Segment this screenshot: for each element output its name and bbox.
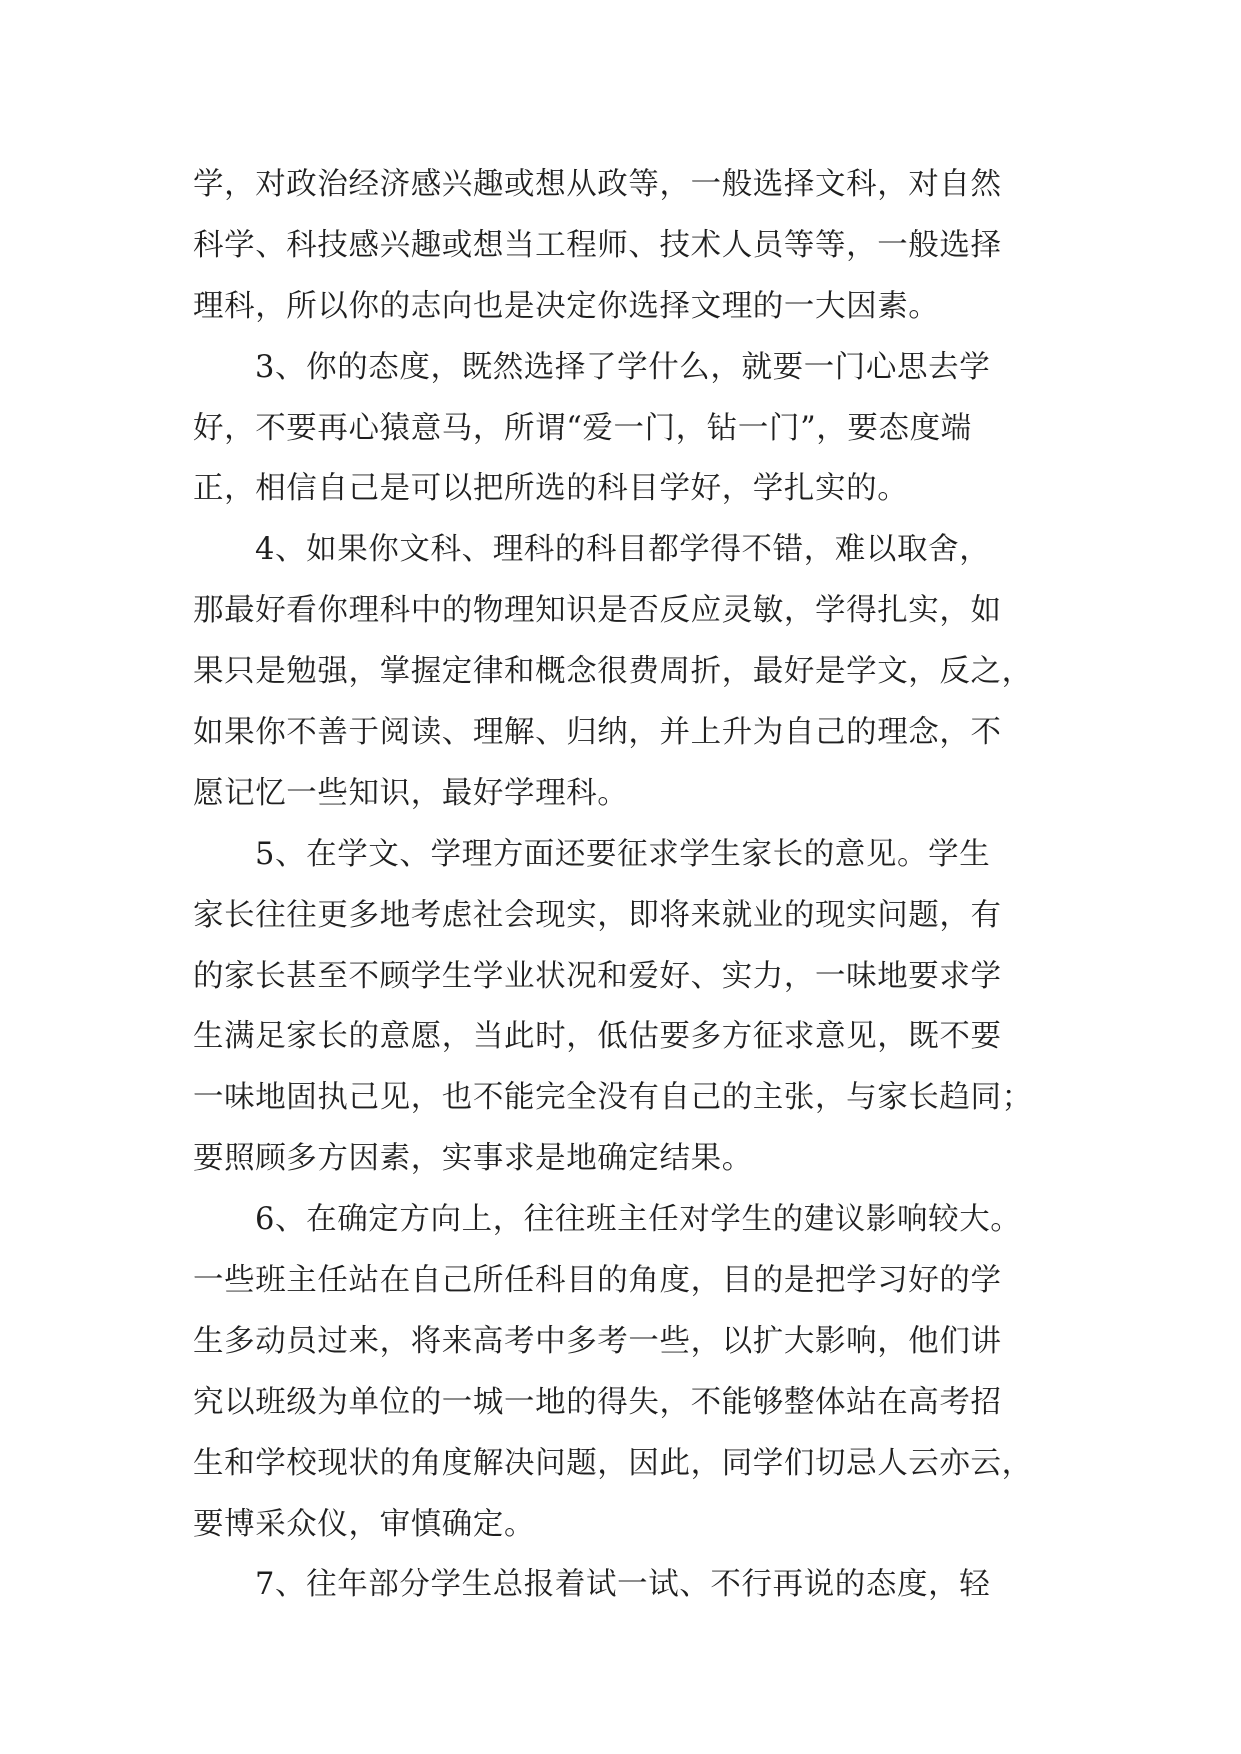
text-line: 要博采众仪，审慎确定。: [193, 1506, 536, 1542]
text-line: 6、在确定方向上，往往班主任对学生的建议影响较大。: [255, 1202, 1022, 1238]
text-line: 愿记忆一些知识，最好学理科。: [193, 775, 629, 811]
body-text: [193, 155, 1053, 1616]
text-line: 生和学校现状的角度解决问题，因此，同学们切忌人云亦云，: [193, 1445, 1033, 1481]
text-line: 生多动员过来，将来高考中多考一些，以扩大影响，他们讲: [193, 1323, 1002, 1359]
text-line: 理科，所以你的志向也是决定你选择文理的一大因素。: [193, 288, 940, 324]
text-line: 一些班主任站在自己所任科目的角度，目的是把学习好的学: [193, 1263, 1002, 1299]
text-line: 7、往年部分学生总报着试一试、不行再说的态度，轻: [255, 1567, 991, 1603]
text-line: 科学、科技感兴趣或想当工程师、技术人员等等，一般选择: [193, 227, 1002, 263]
text-line: 那最好看你理科中的物理知识是否反应灵敏，学得扎实，如: [193, 593, 1002, 629]
text-line: 4、如果你文科、理科的科目都学得不错，难以取舍，: [255, 532, 991, 568]
text-line: 好，不要再心猿意马，所谓“爱一门，钻一门”，要态度端: [193, 410, 972, 446]
text-line: 如果你不善于阅读、理解、归纳，并上升为自己的理念，不: [193, 715, 1002, 751]
text-line: 家长往往更多地考虑社会现实，即将来就业的现实问题，有: [193, 897, 1002, 933]
text-line: 要照顾多方因素，实事求是地确定结果。: [193, 1141, 753, 1177]
text-line: 的家长甚至不顾学生学业状况和爱好、实力，一味地要求学: [193, 958, 1002, 994]
text-line: 究以班级为单位的一城一地的得失，不能够整体站在高考招: [193, 1384, 1002, 1420]
text-line: 学，对政治经济感兴趣或想从政等，一般选择文科，对自然: [193, 167, 1002, 202]
text-line: 5、在学文、学理方面还要征求学生家长的意见。学生: [255, 836, 991, 872]
text-line: 正，相信自己是可以把所选的科目学好，学扎实的。: [193, 471, 909, 507]
text-line: 一味地固执己见，也不能完全没有自己的主张，与家长趋同；: [193, 1080, 1033, 1116]
text-line: 果只是勉强，掌握定律和概念很费周折，最好是学文，反之，: [193, 654, 1033, 690]
text-line: 生满足家长的意愿，当此时，低估要多方征求意见，既不要: [193, 1019, 1002, 1055]
text-line: 3、你的态度，既然选择了学什么，就要一门心思去学: [255, 349, 991, 385]
